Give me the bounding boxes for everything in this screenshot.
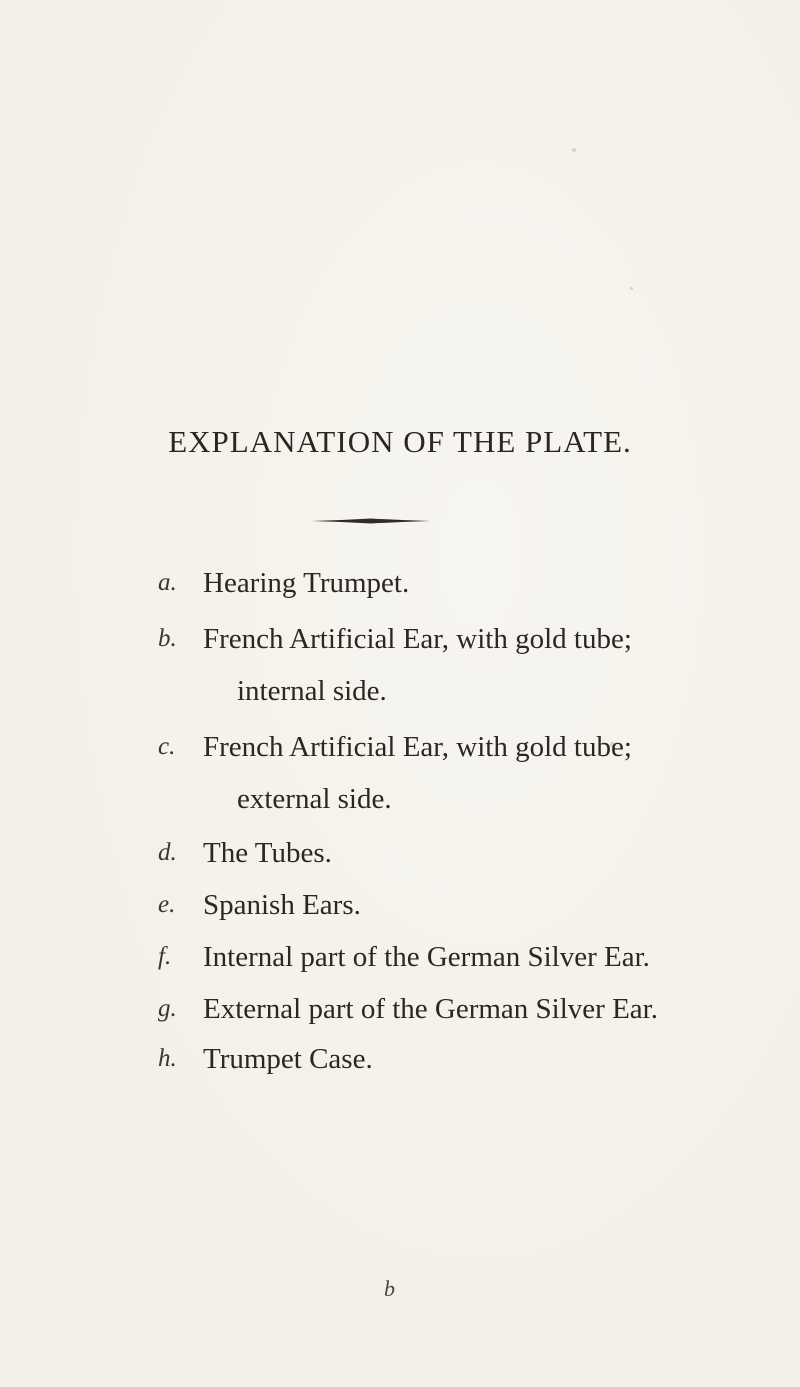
entry-text: External part of the German Silver Ear. (203, 993, 658, 1025)
entry-letter: f. (158, 943, 172, 970)
entry-text: Hearing Trumpet. (203, 567, 410, 599)
entry-text: Trumpet Case. (203, 1043, 373, 1075)
entry-letter: a. (158, 569, 177, 596)
entry-letter: h. (158, 1045, 177, 1072)
entry-letter: d. (158, 839, 177, 866)
entry-text: Internal part of the German Silver Ear. (203, 941, 650, 973)
page-title: EXPLANATION OF THE PLATE. (168, 424, 632, 459)
entry-text: French Artificial Ear, with gold tube; (203, 731, 632, 763)
signature-mark: b (384, 1276, 395, 1301)
entry-text: French Artificial Ear, with gold tube; (203, 623, 632, 655)
entry-text: The Tubes. (203, 837, 332, 869)
entry-continuation: external side. (237, 783, 392, 815)
entry-letter: b. (158, 625, 177, 652)
entry-continuation: internal side. (237, 675, 387, 707)
entry-letter: e. (158, 891, 176, 918)
entry-letter: g. (158, 995, 177, 1022)
entry-letter: c. (158, 733, 176, 760)
entry-text: Spanish Ears. (203, 889, 361, 921)
